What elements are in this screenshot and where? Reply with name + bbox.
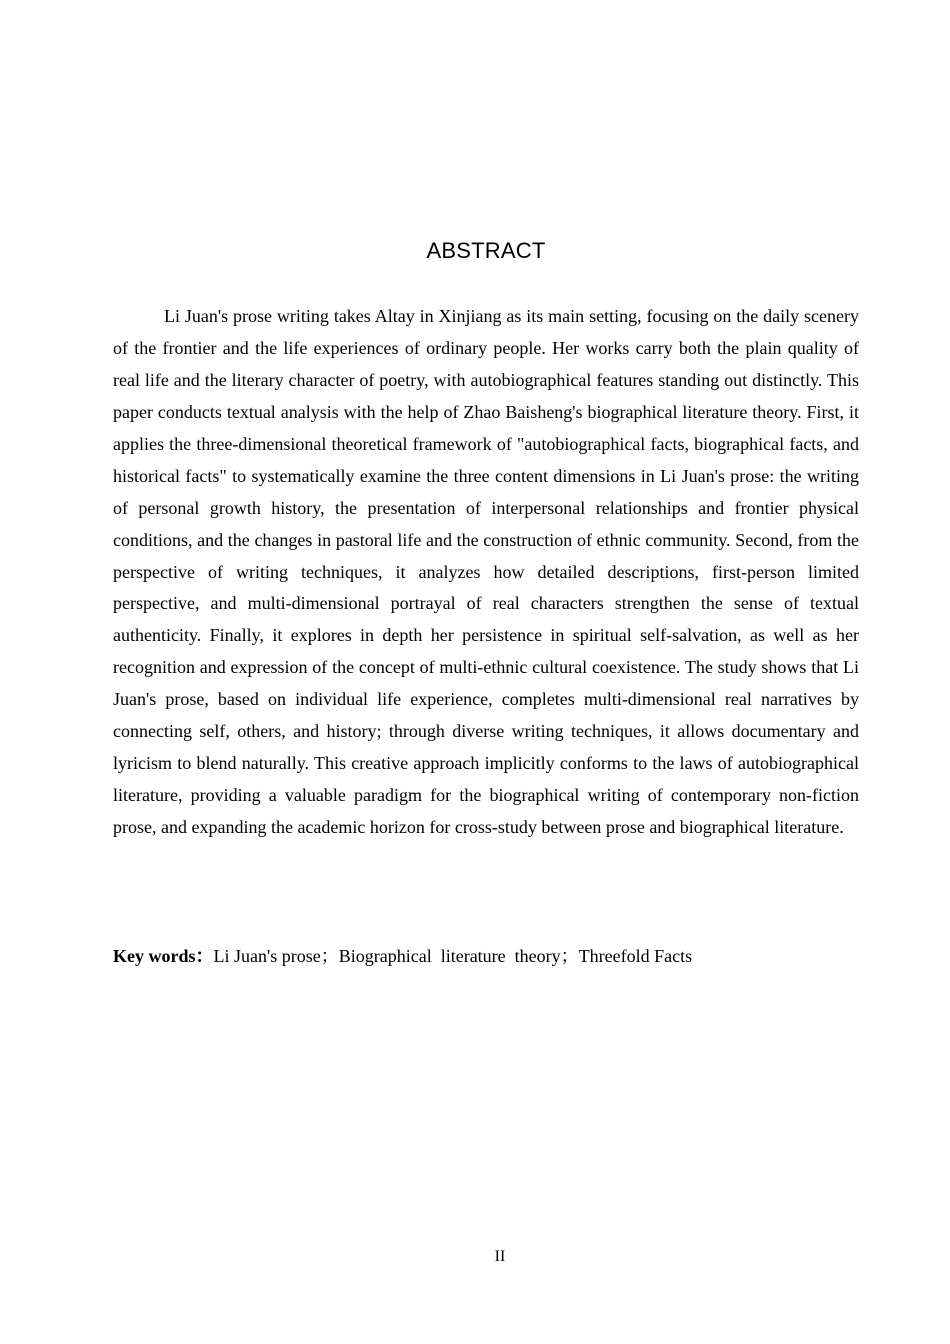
keywords-line [113,940,859,972]
keyword-item: Li Juan's prose [213,946,321,966]
abstract-body: Li Juan's prose writing takes Altay in Xinjiang as its main setting, focusing on the daily scenery of the frontier and the life experiences of ordinary people. Her works carry both the plain quality of real life and the literary character of poetry, with autobiographical features standing out distinctly. This paper conducts textual analysis with the help of Zhao Baisheng's biographical literature theory. First, it applies the three-dimensional theoretical framework of "autobiographical facts, biographical facts, and historical facts" to systematically examine the three content dimensions in Li Juan's prose: the writing of personal growth history, the presentation of interpersonal relationships and frontier physical conditions, and the changes in pastoral life and the construction of ethnic community. Second, from the perspective of writing techniques, it analyzes how detailed descriptions, first-person limited perspective, and multi-dimensional portrayal of real characters strengthen the sense of textual authenticity. Finally, it explores in depth her persistence in spiritual self-salvation, as well as her recognition and expression of the concept of multi-ethnic cultural coexistence. The study shows that Li Juan's prose, based on individual life experience, completes multi-dimensional real narratives by connecting self, others, and history; through diverse writing techniques, it allows documentary and lyricism to blend naturally. This creative approach implicitly conforms to the laws of autobiographical literature, providing a valuable paradigm for the biographical writing of contemporary non-fiction prose, and expanding the academic horizon for cross-study between prose and biographical literature. [113,306,859,837]
page-number: II [494,1248,506,1265]
keyword-separator: ； [320,946,339,966]
keyword-item: Biographical literature theory [338,946,561,966]
abstract-title: ABSTRACT [426,238,546,263]
keyword-separator: ； [560,946,579,966]
keywords-label: Key words： [113,946,214,966]
keyword-item: Threefold Facts [578,946,693,966]
